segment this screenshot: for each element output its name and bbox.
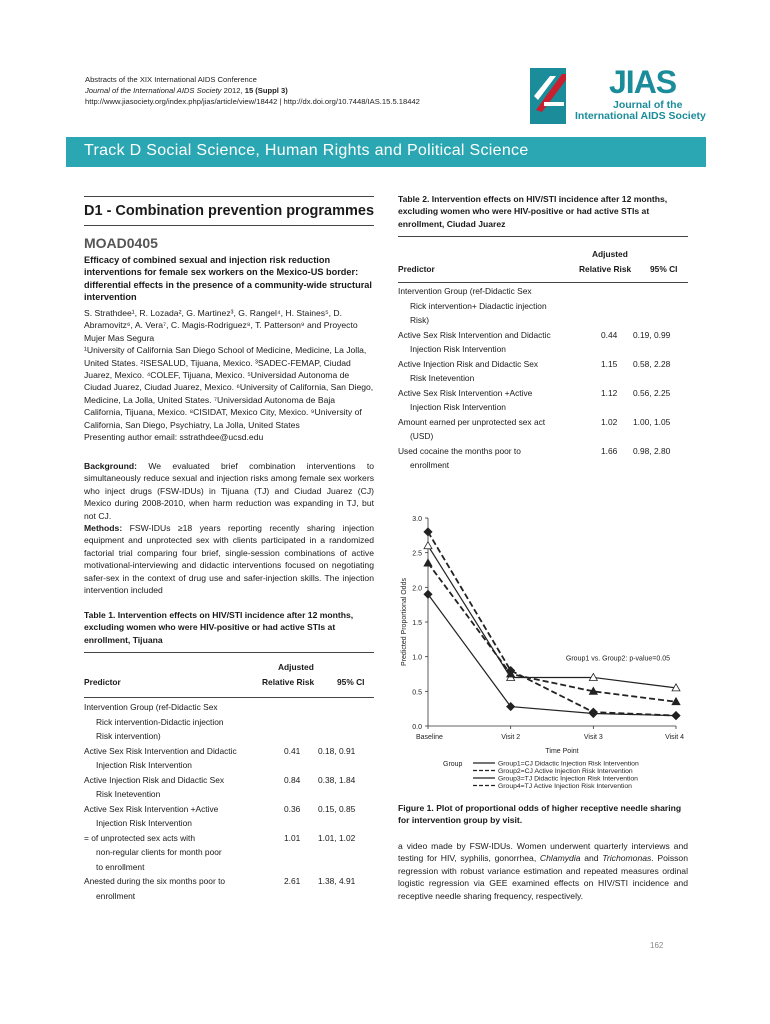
series-line-2 [428,563,676,702]
x-tick-label: Visit 2 [501,734,521,741]
y-tick-label: 2.5 [412,550,422,558]
presenting-author: Presenting author email: sstrathdee@ucsd.edu [84,432,264,443]
proportional-odds-chart [398,510,698,796]
y-tick-label: 1.5 [412,620,422,627]
predictor-line: Active Injection Risk and Didactic Sex [84,774,225,785]
predictor-cell [84,874,256,903]
predictor-line: Active Sex Risk Intervention +Active [84,803,219,814]
predictor-cell [84,802,256,831]
data-point [672,712,680,720]
relative-risk-cell: 0.84 [284,774,301,785]
table-row [398,328,688,357]
series-line-1 [428,546,676,688]
y-tick-label: 0.0 [412,724,422,731]
table1 [84,700,374,903]
legend-entry: Group3=TJ Didactic Injection Risk Intervention [498,775,638,783]
table-row [398,386,688,415]
relative-risk-cell: 1.02 [601,416,618,427]
predictor-line: Rick intervention-Didactic injection [96,716,224,727]
relative-risk-cell: 0.41 [284,745,301,756]
page-number: 162 [650,941,664,950]
relative-risk-cell: 1.01 [284,832,301,843]
table-row [398,415,688,444]
table1-rule-mid [84,697,374,698]
methods-para: Methods: FSW-IDUs ≥18 years reporting recently sharing injection equipment and unprotected sex with clients participated in a randomized factorial trial comparing four brief, single-session combinations of active motivational-interviewing and didactic interventions focused on negotiating safer-sex in the context of drug use and safer-injection skills. The injection intervention included [84,523,374,596]
affiliations: ¹University of California San Diego School of Medicine, Medicine, La Jolla, United States. ²ISESALUD, Tijuana, Mexico. ³SADEC-FEMAP, Ciudad Juarez, Mexico. ⁴COLEF, Tijuana, Mexico. ⁵Universidad Autonoma de Ciudad Juarez, Ciudad Juarez, Mexico. ⁶University of California, San Diego, Medicine, La Jolla, United States. ⁷Universidad Autonoma de Baja California, Tijuana, Mexico. ⁸CISIDAT, Mexico City, Mexico. ⁹University of California, San Diego, Psychiatry, La Jolla, United States [84,345,374,430]
predictor-line: to enrollment [96,861,145,872]
table-row [398,444,688,473]
url-line[interactable]: http://www.jiasociety.org/index.php/jias/article/view/18442 | http://dx.doi.org/10.7448/IAS.15.5.18442 [85,97,420,106]
table2-rule-mid [398,282,688,283]
predictor-cell [398,328,573,357]
predictor-line: Active Sex Risk Intervention and Didactic [84,745,237,756]
table-row [84,744,374,773]
predictor-line: = of unprotected sex acts with [84,832,196,843]
section-heading: D1 - Combination prevention programmes [84,203,375,219]
abstract-body [84,460,374,596]
table2-header: Adjusted Relative Risk Predictor 95% CI [398,249,678,274]
chart-annotation: Group1 vs. Group2: p-value=0.05 [565,655,670,663]
ci-cell [318,700,374,744]
table1-caption: Table 1. Intervention effects on HIV/STI incidence after 12 months, excluding women who were HIV-positive or had active STIs at enrollment, Tijuana [84,610,354,645]
section-rule-top [84,196,374,197]
authors: S. Strathdee¹, R. Lozada², G. Martinez³, G. Rangel⁴, H. Staines⁵, D. Abramovitz⁶, A. Vera⁷, C. Magis-Rodriguez⁸, T. Patterson⁹ and Proyecto Mujer Mas Segura [84,308,358,343]
relative-risk-cell: 2.61 [284,876,301,886]
relative-risk-cell: 1.66 [601,445,618,456]
relative-risk-cell [573,284,633,328]
predictor-cell [398,444,573,473]
ci-cell: 1.01, 1.02 [318,832,356,843]
table2 [398,284,688,473]
conference-line: Abstracts of the XIX International AIDS Conference [85,75,257,84]
predictor-line: Risk intervention) [96,731,161,741]
predictor-cell [398,357,573,386]
x-tick-label: Visit 3 [583,734,603,741]
table-row [84,874,374,903]
predictor-line: Active Sex Risk Intervention +Active [398,387,533,398]
predictor-line: non-regular clients for month poor [96,847,222,857]
table2-caption: Table 2. Intervention effects on HIV/STI incidence after 12 months, excluding women who were HIV-positive or had active STIs at enrollment, Ciudad Juarez [398,194,668,229]
predictor-line: Risk Inetevention [410,373,475,383]
predictor-line: Rick intervention+ Diadactic injection [410,300,547,311]
table-row [84,773,374,802]
table-row [84,831,374,875]
section-rule-bottom [84,225,374,226]
legend-entry: Group1=CJ Didactic Injection Risk Intervention [498,760,639,768]
relative-risk-cell: 1.15 [601,358,618,369]
predictor-line: Injection Risk Intervention [96,818,192,828]
ci-cell [633,284,688,328]
legend-entry: Group4=TJ Active Injection Risk Intervention [498,783,632,790]
relative-risk-cell: 0.36 [284,803,301,814]
table2-rule-top [398,236,688,237]
ci-cell: 0.38, 1.84 [318,774,356,785]
data-point [672,698,680,705]
table1-rule-top [84,652,374,653]
predictor-line: enrollment [96,890,136,901]
relative-risk-cell [256,700,318,744]
y-tick-label: 0.5 [412,689,422,697]
table1-header: Adjusted Relative Risk Predictor 95% CI [84,662,365,687]
legend-entry: Group2=CJ Active Injection Risk Intervention [498,768,633,775]
predictor-cell [398,284,573,328]
table-row [84,802,374,831]
abstract-title: Efficacy of combined sexual and injection risk reduction interventions for female sex workers on the Mexico-US border: differential effects in the presence of a community-wide structural intervention [84,255,372,303]
ci-cell: 0.18, 0.91 [318,745,356,756]
relative-risk-cell: 0.44 [601,329,618,340]
predictor-cell [398,386,573,415]
ci-cell: 1.38, 4.91 [318,876,356,886]
predictor-line: Intervention Group (ref-Didactic Sex [84,702,218,712]
journal-header [85,74,420,107]
predictor-line: Risk Inetevention [96,789,161,799]
legend-title: Group [443,761,463,768]
predictor-line: Active Injection Risk and Didactic Sex [398,358,539,369]
predictor-line: Used cocaine the months poor to [398,445,521,456]
table-row [398,357,688,386]
x-tick-label: Visit 4 [665,734,684,741]
ci-cell: 0.98, 2.80 [633,445,671,456]
predictor-line: (USD) [410,431,434,441]
series-line-4 [428,532,676,716]
predictor-cell [84,700,256,744]
table-row [398,284,688,328]
x-tick-label: Baseline [416,734,443,741]
ci-cell: 0.15, 0.85 [318,803,356,814]
relative-risk-cell: 1.12 [601,387,618,398]
predictor-line: Injection Risk Intervention [410,344,506,354]
y-tick-label: 1.0 [412,654,422,662]
x-axis-label: Time Point [545,748,579,755]
data-point [424,528,432,536]
ci-cell: 0.58, 2.28 [633,358,671,369]
predictor-cell [84,831,256,875]
track-title: Track D Social Science, Human Rights and Political Science [84,142,529,159]
author-block [84,307,376,443]
predictor-line: Active Sex Risk Intervention and Didactic [398,329,551,340]
data-point [424,559,432,566]
predictor-line: Intervention Group (ref-Didactic Sex [398,286,532,296]
predictor-line: Injection Risk Intervention [410,402,506,412]
logo-subtitle: Journal of the International AIDS Society [575,99,706,122]
y-tick-label: 2.0 [412,585,422,593]
y-axis-label: Predicted Proportional Odds [401,578,408,666]
predictor-line: Amount earned per unprotected sex act [398,416,546,427]
ci-cell: 0.56, 2.25 [633,387,671,398]
abstract-code: MOAD0405 [84,235,158,251]
predictor-line: Risk) [410,315,430,325]
logo-wordmark: JIAS [609,64,677,100]
predictor-line: Anested during the six months poor to [84,876,226,886]
predictor-cell [84,744,256,773]
predictor-line: enrollment [410,460,450,470]
data-point [424,542,432,549]
predictor-cell [398,415,573,444]
body-text-continued: a video made by FSW-IDUs. Women underwent quarterly interviews and testing for HIV, syphilis, gonorrhea, Chlamydia and Trichomonas. Poisson regression with robust variance estimation and repeated measures ordinal logistic regression via GEE examined effects on HIV/STI incidence and receptive needle sharing frequency, respectively. [398,841,688,901]
figure-caption: Figure 1. Plot of proportional odds of higher receptive needle sharing for intervention group by visit. [398,803,682,826]
citation-line: Journal of the International AIDS Society 2012, 15 (Suppl 3) [85,86,288,95]
predictor-cell [84,773,256,802]
background-para: Background: We evaluated brief combination interventions to simultaneously reduce sexual and injection risks among female sex workers who inject drugs (FSW-IDUs) in Tijuana (TJ) and Ciudad Juarez (CJ) Mexico during 2008-2010, when harm reduction was expanding in TJ, but not CJ. [84,461,374,521]
y-tick-label: 3.0 [412,516,422,523]
ci-cell: 0.19, 0.99 [633,329,671,340]
track-banner [66,137,706,167]
ci-cell: 1.00, 1.05 [633,416,671,427]
predictor-line: Injection Risk Intervention [96,760,192,770]
table-row [84,700,374,744]
